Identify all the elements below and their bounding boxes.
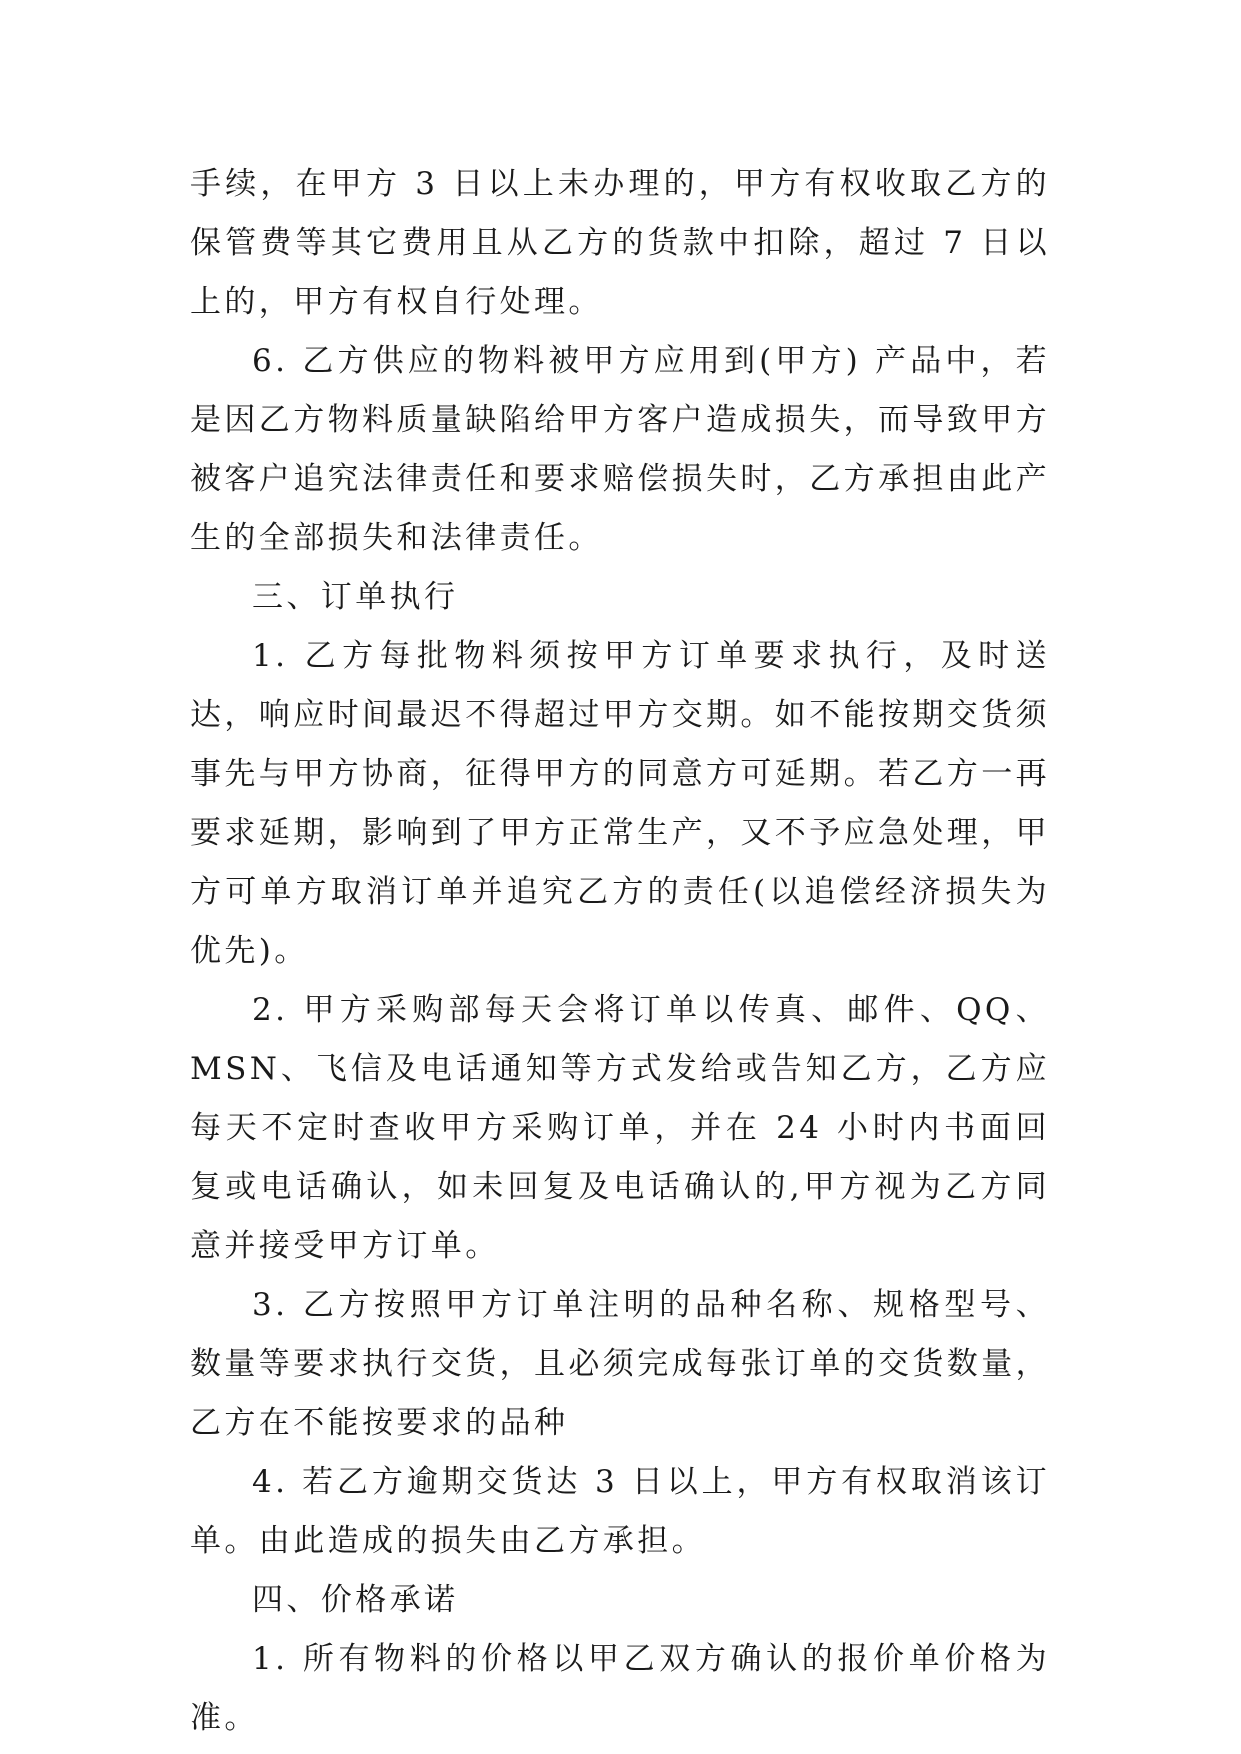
paragraph-handling-fees: 手续，在甲方 3 日以上未办理的，甲方有权收取乙方的保管费等其它费用且从乙方的货款中扣除，超过 7 日以上的，甲方有权自行处理。	[190, 166, 1050, 320]
paragraph-clause-6-liability: 6. 乙方供应的物料被甲方应用到(甲方) 产品中，若是因乙方物料质量缺陷给甲方客户造成损失，而导致甲方被客户追究法律责任和要求赔偿损失时，乙方承担由此产生的全部损失和法律责任。	[190, 343, 1050, 556]
paragraph-clause-2-order-notification: 2. 甲方采购部每天会将订单以传真、邮件、QQ、MSN、飞信及电话通知等方式发给或告知乙方，乙方应每天不定时查收甲方采购订单，并在 24 小时内书面回复或电话确认，如未回复及电话确认的,甲方视为乙方同意并接受甲方订单。	[190, 992, 1050, 1264]
paragraph-clause-3-order-requirements: 3. 乙方按照甲方订单注明的品种名称、规格型号、数量等要求执行交货，且必须完成每张订单的交货数量，乙方在不能按要求的品种	[190, 1287, 1050, 1441]
section-heading-price-commitment: 四、价格承诺	[252, 1582, 459, 1618]
paragraph-clause-4-late-delivery: 4. 若乙方逾期交货达 3 日以上，甲方有权取消该订单。由此造成的损失由乙方承担。	[190, 1464, 1050, 1559]
document-body	[190, 155, 1050, 1748]
paragraph-clause-1-price: 1. 所有物料的价格以甲乙双方确认的报价单价格为准。	[190, 1641, 1050, 1736]
section-heading-order-execution: 三、订单执行	[252, 579, 459, 615]
paragraph-clause-1-order-delivery: 1. 乙方每批物料须按甲方订单要求执行，及时送达，响应时间最迟不得超过甲方交期。如不能按期交货须事先与甲方协商，征得甲方的同意方可延期。若乙方一再要求延期，影响到了甲方正常生产，又不予应急处理，甲方可单方取消订单并追究乙方的责任(以追偿经济损失为优先)。	[190, 638, 1050, 969]
